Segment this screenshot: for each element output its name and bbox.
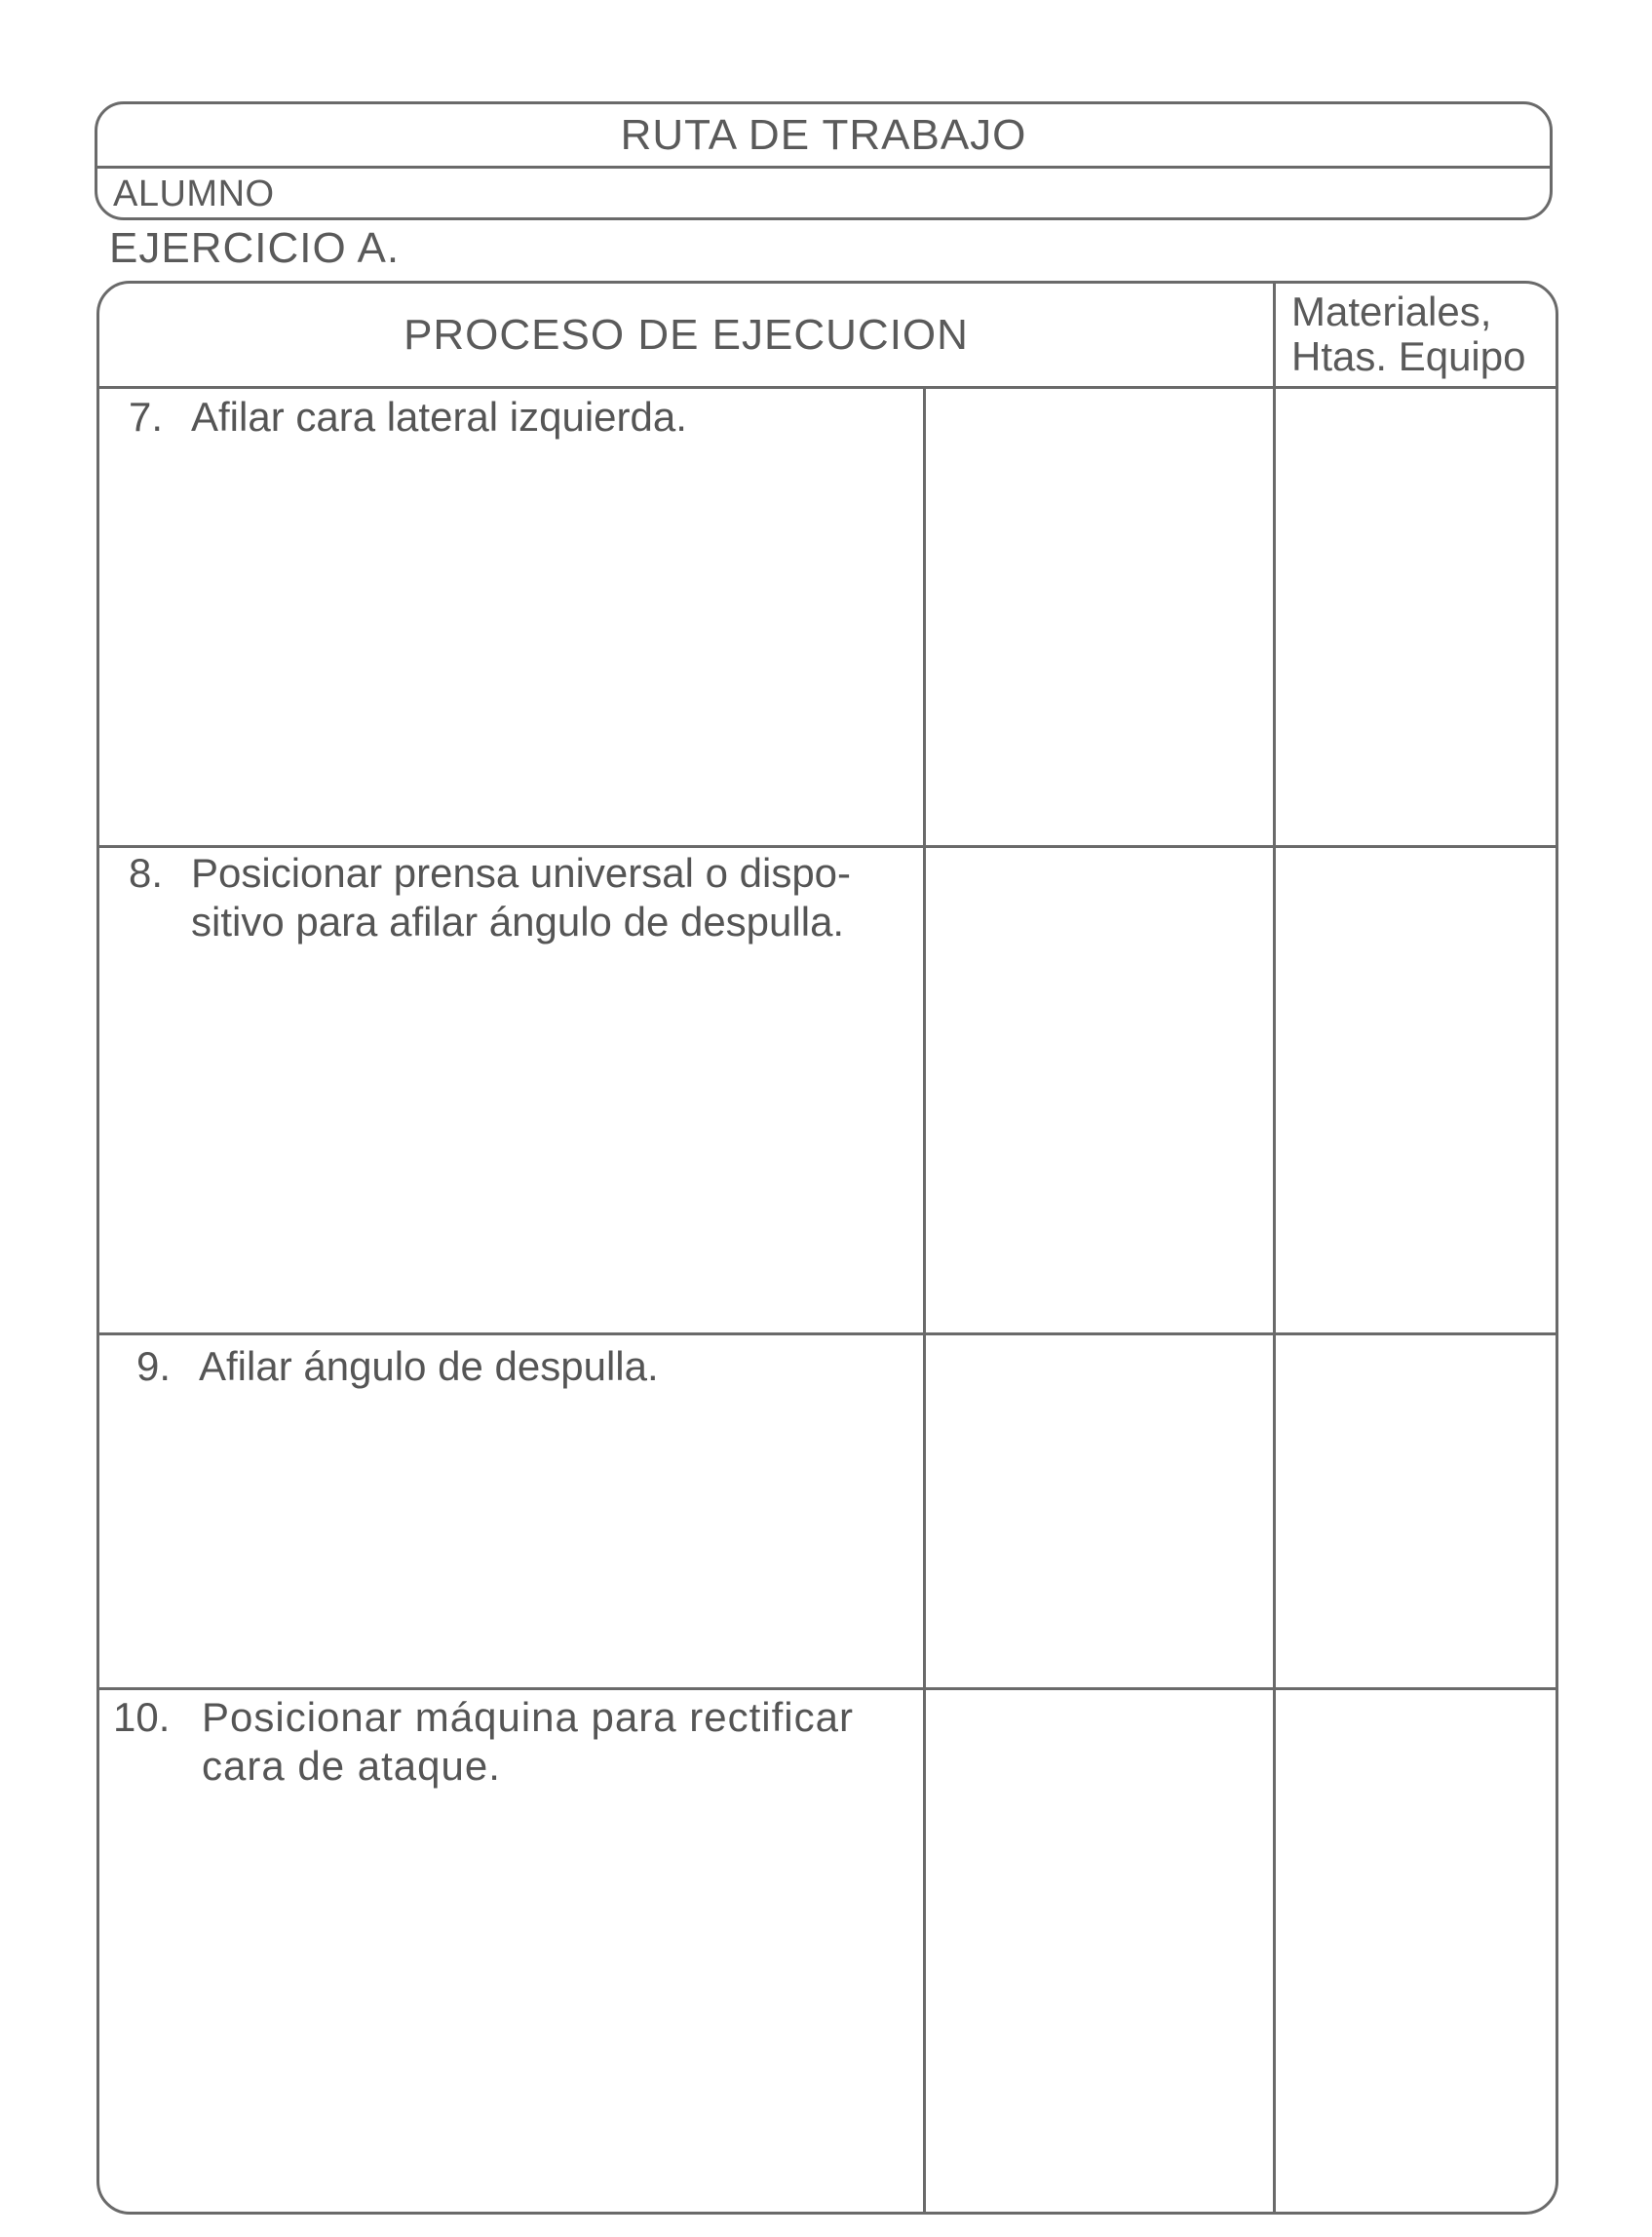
step-number: 7. — [129, 394, 164, 440]
row-divider — [99, 1687, 1556, 1690]
table-row-step-9 — [136, 1342, 916, 1391]
header-box — [95, 101, 1553, 220]
column-divider — [923, 386, 926, 2212]
step-text-line1: Posicionar prensa universal o dispo- — [191, 850, 852, 896]
step-text: Afilar ángulo de despulla. — [199, 1343, 659, 1389]
form-title: RUTA DE TRABAJO — [97, 104, 1550, 169]
materials-header-line1: Materiales, — [1291, 289, 1492, 334]
table-row-step-8 — [129, 849, 918, 946]
exercise-label: EJERCICIO A. — [109, 224, 401, 272]
row-divider — [99, 1332, 1556, 1335]
step-text-line2: sitivo para afilar ángulo de despulla. — [191, 899, 845, 945]
step-number: 8. — [129, 850, 164, 896]
column-divider — [1273, 386, 1276, 2212]
materials-column-header — [1273, 284, 1556, 386]
table-row-step-7 — [129, 393, 908, 442]
row-divider — [99, 845, 1556, 848]
step-number: 10. — [113, 1694, 171, 1740]
materials-header-line2: Htas. Equipo — [1291, 333, 1526, 379]
table-header — [99, 284, 1556, 389]
step-text-line1: Posicionar máquina para rectificar — [202, 1694, 854, 1740]
table-row-step-10 — [113, 1693, 912, 1791]
step-text: Afilar cara lateral izquierda. — [191, 394, 687, 440]
step-number: 9. — [136, 1343, 172, 1389]
process-column-header: PROCESO DE EJECUCION — [403, 310, 969, 359]
step-text-line2: cara de ataque. — [202, 1743, 501, 1789]
process-table — [96, 281, 1558, 2215]
alumno-label: ALUMNO — [113, 174, 275, 214]
